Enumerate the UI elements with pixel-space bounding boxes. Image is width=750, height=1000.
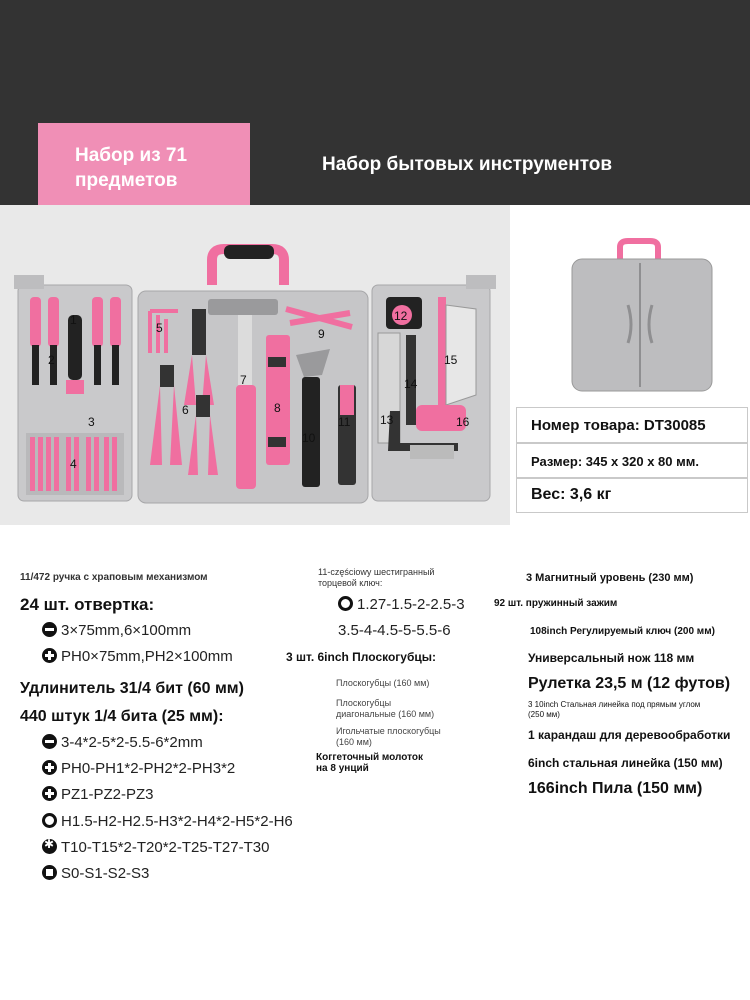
callout-5: 5 <box>156 321 163 335</box>
hex-icon <box>42 813 57 828</box>
hex-sizes-2: 3.5-4-4.5-5-5.5-6 <box>338 622 451 639</box>
callout-11: 11 <box>338 415 351 429</box>
callout-3: 3 <box>88 415 95 429</box>
callout-6: 6 <box>182 403 189 417</box>
size-box: Размер: 345 x 320 x 80 мм. <box>516 443 748 479</box>
bit-ph-sizes: PH0-PH1*2-PH2*2-PH3*2 <box>61 760 236 777</box>
callout-2: 2 <box>48 353 55 367</box>
knife-label: Универсальный нож 118 мм <box>528 651 695 665</box>
bits-heading: 440 штук 1/4 бита (25 мм): <box>20 708 224 725</box>
callout-12: 12 <box>394 309 408 323</box>
item-count-badge <box>38 123 250 205</box>
screwdriver-slot-sizes: 3×75mm,6×100mm <box>61 622 192 639</box>
hex-sizes-1: 1.27-1.5-2-2.5-3 <box>357 596 465 613</box>
hex-sizes-row-1 <box>338 596 465 613</box>
hexkey-line-2: торцевой ключ: <box>318 578 383 588</box>
closed-case-photo <box>542 213 722 398</box>
bit-pz-row <box>42 786 154 803</box>
pliers-item-3b: (160 мм) <box>336 737 372 747</box>
weight-box: Вес: 3,6 кг <box>516 477 748 513</box>
badge-line-2: предметов <box>75 170 178 191</box>
callout-7: 7 <box>240 373 247 387</box>
callout-9: 9 <box>318 327 325 341</box>
callout-14: 14 <box>404 377 418 391</box>
tape-label: Рулетка 23,5 м (12 футов) <box>528 675 731 692</box>
callout-13: 13 <box>380 413 394 427</box>
hex-icon <box>338 596 353 611</box>
phillips-icon <box>42 648 57 663</box>
callout-4: 4 <box>70 457 77 471</box>
steel-ruler-label: 6inch стальная линейка (150 мм) <box>528 756 723 770</box>
bit-torx-row <box>42 839 269 856</box>
wrench-label: 108inch Регулируемый ключ (200 мм) <box>530 626 715 637</box>
sku-box: Номер товара: DT30085 <box>516 407 748 443</box>
bit-slot-sizes: 3-4*2-5*2-5.5-6*2mm <box>61 734 203 751</box>
screwdriver-ph-sizes: PH0×75mm,PH2×100mm <box>61 648 233 665</box>
bit-torx-sizes: T10-T15*2-T20*2-T25-T27-T30 <box>61 839 270 856</box>
pencil-label: 1 карандаш для деревообработки <box>528 728 731 742</box>
bit-pz-sizes: PZ1-PZ2-PZ3 <box>61 786 154 803</box>
callout-10: 10 <box>302 431 316 445</box>
page-title: Набор бытовых инструментов <box>322 154 613 175</box>
open-toolcase-illustration <box>0 205 510 525</box>
callout-8: 8 <box>274 401 281 415</box>
torx-icon <box>42 839 57 854</box>
bit-slot-row <box>42 734 203 751</box>
bit-hex-sizes: H1.5-H2-H2.5-H3*2-H4*2-H5*2-H6 <box>61 813 293 830</box>
square-ruler-line-1: 3 10inch Стальная линейка под прямым углом <box>528 700 701 709</box>
screwdriver-ph-row <box>42 648 233 665</box>
pliers-heading: 3 шт. 6inch Плоскогубцы: <box>286 650 436 664</box>
callout-15: 15 <box>444 353 458 367</box>
pliers-item-2b: диагональные (160 мм) <box>336 709 435 719</box>
badge-line-1: Набор из 71 <box>75 145 188 166</box>
phillips-icon <box>42 760 57 775</box>
screwdriver-slot-row <box>42 622 191 639</box>
hexkey-line-1: 11-częściowy шестигранный <box>318 567 435 577</box>
callout-1: 1 <box>70 313 77 327</box>
bit-hex-row <box>42 813 293 830</box>
screwdrivers-heading: 24 шт. отвертка: <box>20 595 155 614</box>
closed-toolcase-illustration <box>542 213 722 398</box>
square-icon <box>42 865 57 880</box>
bit-square-row <box>42 865 149 882</box>
hammer-line-1: Коггеточный молоток <box>316 752 423 763</box>
bit-ph-row <box>42 760 235 777</box>
pliers-item-2a: Плоскогубцы <box>336 698 392 708</box>
slotted-icon <box>42 622 57 637</box>
bit-square-sizes: S0-S1-S2-S3 <box>61 865 150 882</box>
square-ruler-line-2: (250 мм) <box>528 710 560 719</box>
extension-label: Удлинитель 31/4 бит (60 мм) <box>20 680 244 697</box>
saw-label: 166inch Пила (150 мм) <box>528 780 703 797</box>
pliers-item-3a: Игольчатые плоскогубцы <box>336 726 441 736</box>
callout-16: 16 <box>456 415 470 429</box>
pozidriv-icon <box>42 786 57 801</box>
hammer-line-2: на 8 унций <box>316 763 369 774</box>
header-banner <box>0 0 750 205</box>
open-case-photo <box>0 205 510 525</box>
ratchet-handle-label: 11/472 ручка с храповым механизмом <box>20 572 208 583</box>
clamp-label: 92 шт. пружинный зажим <box>494 598 618 609</box>
product-info-panel <box>512 205 750 525</box>
level-label: 3 Магнитный уровень (230 мм) <box>526 572 694 584</box>
slotted-icon <box>42 734 57 749</box>
pliers-item-1: Плоскогубцы (160 мм) <box>336 678 430 688</box>
